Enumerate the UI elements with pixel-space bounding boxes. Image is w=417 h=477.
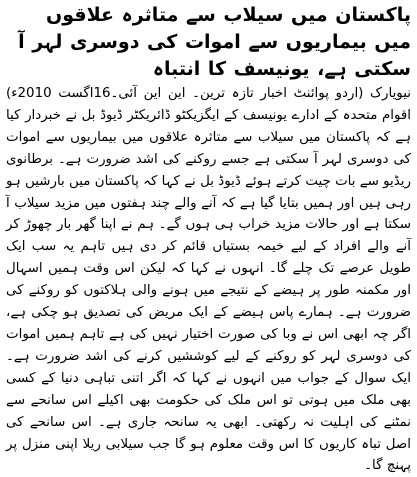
article-body — [6, 83, 411, 477]
article-dateline: نیویارک (اردو پوائنٹ اخبار تازہ ترین۔ این این آئی۔16اگست 2010ء) — [6, 86, 411, 101]
article-paragraph: اقوام متحدہ کے ادارے یونیسف کے ایگزیکٹو ڈائریکٹر ڈیوڈ بل نے خبردار کیا ہے کہ پاکستان میں سیلاب سے متاثرہ علاقوں میں بیماریوں سے اموات کی دوسری لہر آ سکتی ہے جسے روکنے کی اشد ضرورت ہے۔ برطانوی ریڈیو سے بات چیت کرتے ہوئے ڈیوڈ بل نے کہا کہ پاکستان میں بارشیں ہو رہی ہیں اور ہمیں بتایا گیا ہے کہ آنے والے چند ہفتوں میں مزید سیلاب آ سکتا ہے اور حالات مزید خراب ہی ہوں گے۔ ہم نے اپنا گھر بار چھوڑ کر آنے والے افراد کے لیے خیمہ بستیاں قائم کر دی ہیں تاہم یہ سب ایک طویل عرصے تک چلے گا۔ انہوں نے کہا کہ لیکن اس وقت ہمیں اسہال اور مکمنہ طور پر ہیضے کے نتیجے میں ہونے والی ہلاکتوں کو روکنے کی ضرورت ہے۔ ہمارے پاس ہیضے کے ایک مریض کی تصدیق ہو چکی ہے، اگر چہ ابھی اس نے وبا کی صورت اختیار نہیں کی ہے تاہم ہمیں اموات کی دوسری لہر کو روکنے کے لیے کوششیں کرنے کی اشد ضرورت ہے۔ ایک سوال کے جواب میں انہوں نے کہا کہ اگر اتنی تباہی دنیا کے کسی بھی ملک میں ہوتی تو اس ملک کی حکومت بھی اکیلے اس سانحے سے نمٹنے کی اہلیت نہ رکھتی۔ ابھی یہ سانحہ جاری ہے۔ اس سانحے کی اصل تباہ کاریوں کا اس وقت معلوم ہو گا جب سیلابی ریلا اپنی منزل پر پہنچ گا۔ — [6, 107, 411, 474]
article-headline: پاکستان میں سیلاب سے متاثرہ علاقوں میں بیماریوں سے اموات کی دوسری لہر آ سکتی ہے، یونیسف کا انتباہ — [18, 4, 411, 80]
news-article — [6, 2, 411, 474]
